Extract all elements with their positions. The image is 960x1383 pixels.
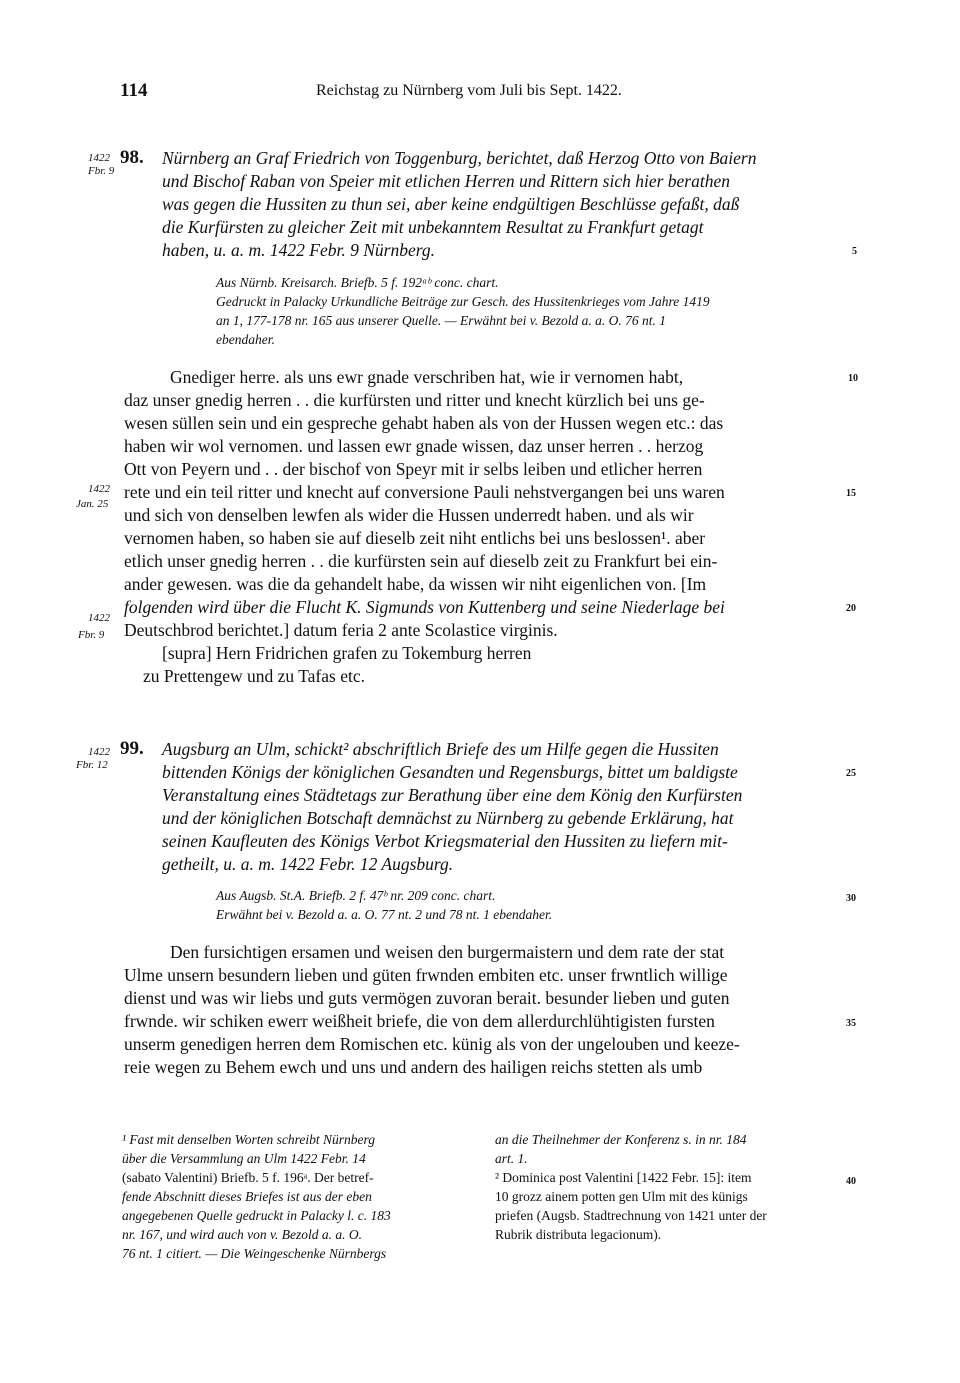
document-number: 98. [120, 147, 144, 168]
margin-date-year: 1422 [88, 152, 110, 164]
text-line: wesen süllen sein und ein gespreche gehabt haben als von der Hussen wegen etc.: das [124, 413, 724, 433]
footnote-line: 10 grozz ainem potten gen Ulm mit des künigs [495, 1189, 748, 1204]
regest-line: bittenden Königs der königlichen Gesandten und Regensburgs, bittet um baldigste [162, 762, 738, 782]
footnote-line: art. 1. [495, 1151, 528, 1166]
line-number: 5 [852, 246, 857, 257]
regest-line: und der königlichen Botschaft demnächst zu Nürnberg zu gebende Erklärung, hat [162, 808, 734, 828]
address-line: zu Prettengew und zu Tafas etc. [143, 666, 365, 686]
margin-date-day: Fbr. 9 [88, 165, 115, 177]
regest-line: haben, u. a. m. 1422 Febr. 9 Nürnberg. [162, 240, 436, 260]
text-line: Deutschbrod berichtet.] datum feria 2 ante Scolastice virginis. [124, 620, 558, 640]
source-note: Gedruckt in Palacky Urkundliche Beiträge zur Gesch. des Hussitenkrieges vom Jahre 1419 [216, 294, 710, 309]
line-number: 25 [846, 768, 856, 779]
text-line: frwnde. wir schiken ewerr weißheit briefe, die von dem allerdurchlühtigisten fursten [124, 1011, 715, 1031]
footnote-line: ² Dominica post Valentini [1422 Febr. 15]: item [495, 1170, 752, 1185]
footnote-line: über die Versammlung an Ulm 1422 Febr. 14 [122, 1151, 366, 1166]
footnote-line: priefen (Augsb. Stadtrechnung von 1421 unter der [495, 1208, 767, 1223]
margin-date-day: Fbr. 9 [78, 629, 105, 641]
text-line: Ulme unsern besundern lieben und güten frwnden embiten etc. unser frwntlich willige [124, 965, 728, 985]
text-line: vernomen haben, so haben sie auf dieselb zeit niht entlichs bei uns beslossen¹. aber [124, 528, 706, 548]
margin-date-year: 1422 [88, 612, 110, 624]
margin-date-day: Jan. 25 [76, 498, 109, 510]
footnote-line: an die Theilnehmer der Konferenz s. in nr. 184 [495, 1132, 747, 1147]
text-line: folgenden wird über die Flucht K. Sigmunds von Kuttenberg und seine Niederlage bei [124, 597, 725, 617]
line-number: 20 [846, 603, 856, 614]
footnote-line: Rubrik distributa legacionum). [495, 1227, 662, 1242]
margin-date-year: 1422 [88, 746, 110, 758]
text-line: Den fursichtigen ersamen und weisen den burgermaistern und dem rate der stat [170, 942, 725, 962]
text-line: haben wir wol vernomen. und lassen ewr gnade wissen, daz unser herren . . herzog [124, 436, 704, 456]
address-line: [supra] Hern Fridrichen grafen zu Tokemburg herren [162, 643, 532, 663]
footnote-line: (sabato Valentini) Briefb. 5 f. 196ᵃ. Der betref- [122, 1170, 374, 1185]
footnote-line: nr. 167, und wird auch von v. Bezold a. a. O. [122, 1227, 362, 1242]
line-number: 30 [846, 893, 856, 904]
line-number: 40 [846, 1176, 856, 1187]
regest-line: Veranstaltung eines Städtetags zur Berathung über eine dem König den Kurfürsten [162, 785, 743, 805]
regest-line: die Kurfürsten zu gleicher Zeit mit unbekanntem Resultat zu Frankfurt getagt [162, 217, 704, 237]
line-number: 35 [846, 1018, 856, 1029]
line-number: 15 [846, 488, 856, 499]
text-line: unserm genedigen herren dem Romischen etc. künig als von der ungelouben und keeze- [124, 1034, 740, 1054]
running-title: Reichstag zu Nürnberg vom Juli bis Sept. 1422. [316, 82, 622, 99]
margin-date-year: 1422 [88, 483, 110, 495]
text-line: Ott von Peyern und . . der bischof von Speyr mit ir selbs leiben und etlicher herren [124, 459, 703, 479]
text-line: rete und ein teil ritter und knecht auf conversione Pauli nehstvergangen bei uns waren [124, 482, 725, 502]
margin-date-day: Fbr. 12 [76, 759, 108, 771]
source-note: Erwähnt bei v. Bezold a. a. O. 77 nt. 2 und 78 nt. 1 ebendaher. [216, 907, 553, 922]
source-note: an 1, 177-178 nr. 165 aus unserer Quelle. — Erwähnt bei v. Bezold a. a. O. 76 nt. 1 [216, 313, 666, 328]
regest-line: seinen Kaufleuten des Königs Verbot Kriegsmaterial den Hussiten zu liefern mit- [162, 831, 728, 851]
text-line: reie wegen zu Behem ewch und uns und andern des hailigen reichs stetten als umb [124, 1057, 703, 1077]
source-note: Aus Nürnb. Kreisarch. Briefb. 5 f. 192ᵃᵇ conc. chart. [216, 275, 499, 290]
source-note: ebendaher. [216, 332, 275, 347]
footnote-line: 76 nt. 1 citiert. — Die Weingeschenke Nürnbergs [122, 1246, 387, 1261]
source-note: Aus Augsb. St.A. Briefb. 2 f. 47ᵇ nr. 209 conc. chart. [216, 888, 496, 903]
footnote-line: ¹ Fast mit denselben Worten schreibt Nürnberg [122, 1132, 376, 1147]
regest-line: Augsburg an Ulm, schickt² abschriftlich Briefe des um Hilfe gegen die Hussiten [162, 739, 719, 759]
document-number: 99. [120, 738, 144, 759]
text-line: dienst und was wir liebs und guts vermögen zuvoran berait. besunder lieben und guten [124, 988, 730, 1008]
text-line: ander gewesen. was die da gehandelt habe, da wissen wir niht eigenlichen von. [Im [124, 574, 707, 594]
page-number: 114 [120, 80, 148, 101]
line-number: 10 [848, 373, 858, 384]
text-line: Gnediger herre. als uns ewr gnade verschriben hat, wie ir vernomen habt, [170, 367, 684, 387]
regest-line: getheilt, u. a. m. 1422 Febr. 12 Augsburg. [162, 854, 454, 874]
footnote-line: angegebenen Quelle gedruckt in Palacky l. c. 183 [122, 1208, 391, 1223]
footnote-line: fende Abschnitt dieses Briefes ist aus der eben [122, 1189, 372, 1204]
regest-line: und Bischof Raban von Speier mit etlichen Herren und Rittern sich hier berathen [162, 171, 730, 191]
text-line: daz unser gnedig herren . . die kurfürsten und ritter und knecht kürzlich bei uns ge- [124, 390, 705, 410]
regest-line: was gegen die Hussiten zu thun sei, aber keine endgültigen Beschlüsse gefaßt, daß [162, 194, 740, 214]
text-line: etlich unser gnedig herren . . die kurfürsten sein auf dieselb zeit zu Frankfurt bei ein- [124, 551, 718, 571]
regest-line: Nürnberg an Graf Friedrich von Toggenburg, berichtet, daß Herzog Otto von Baiern [162, 148, 757, 168]
text-line: und sich von denselben lewfen als wider die Hussen underredt haben. und als wir [124, 505, 694, 525]
